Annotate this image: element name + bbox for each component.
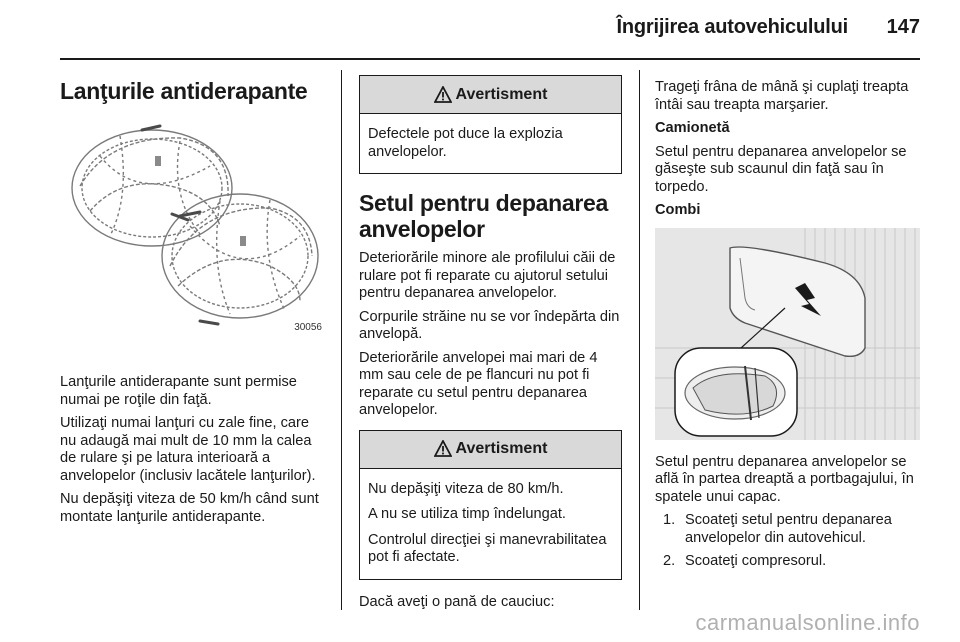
section-heading-tire-repair-kit: Setul pentru depanarea anvelopelor — [359, 190, 609, 242]
list-item — [655, 512, 920, 547]
warning-body — [360, 469, 621, 579]
paragraph: Corpurile străine nu se vor îndepărta din anvelopă. — [359, 308, 620, 342]
step-text: Scoateţi setul pentru depanarea anvelopelor din autovehicul. — [685, 512, 892, 546]
warning-body — [360, 114, 621, 173]
paragraph: Setul pentru depanarea anvelopelor se găseşte sub scaunul din faţă sau în torpedo. — [655, 143, 907, 195]
snow-chains-drawing — [60, 116, 326, 334]
warning-triangle-icon — [434, 440, 452, 458]
warning-text: Defectele pot duce la explozia anvelopelor. — [368, 126, 563, 160]
paragraph: Setul pentru depanarea anvelopelor se află în partea dreaptă a portbagajului, în spatele unui capac. — [655, 453, 914, 505]
column-1 — [60, 72, 326, 532]
warning-text: Controlul direcţiei şi manevrabilitatea pot fi afectate. — [368, 531, 607, 565]
paragraph: Utilizaţi numai lanţuri cu zale fine, care nu adaugă mai mult de 10 mm la calea de rulare şi pe latura interioară a anvelopelor (inclusiv lacătele lanţurilor). — [60, 415, 316, 484]
column-divider-2 — [639, 70, 640, 610]
page-header — [0, 0, 960, 62]
paragraph: Deteriorările anvelopei mai mari de 4 mm sau cele de pe flancuri nu pot fi reparate cu setul pentru depanarea anvelopelor. — [359, 349, 598, 418]
warning-header — [360, 76, 621, 114]
paragraph: Deteriorările minore ale profilului căii de rulare pot fi reparate cu ajutorul setului pentru depanarea anvelopelor. — [359, 250, 616, 301]
page-number: 147 — [886, 16, 920, 38]
column-3 — [655, 79, 920, 577]
steps-list — [655, 512, 920, 571]
step-number: 2. — [663, 553, 676, 569]
warning-header — [360, 431, 621, 469]
column-2 — [359, 75, 622, 617]
column-divider-1 — [341, 70, 342, 610]
paragraph: Trageţi frâna de mână şi cuplaţi treapta întâi sau treapta marşarier. — [655, 79, 909, 113]
warning-label: Avertisment — [455, 440, 548, 457]
header-rule — [60, 58, 920, 60]
paragraph: Dacă aveţi o pană de cauciuc: — [359, 593, 555, 610]
warning-box — [359, 75, 622, 174]
step-number: 1. — [663, 512, 676, 528]
trunk-compartment-drawing — [655, 228, 920, 440]
paragraph: Nu depăşiţi viteza de 50 km/h când sunt montate lanţurile antiderapante. — [60, 491, 319, 525]
step-text: Scoateţi compresorul. — [685, 553, 827, 569]
warning-triangle-icon — [434, 86, 452, 104]
list-item — [655, 553, 920, 571]
tire-repair-kit-illustration — [655, 228, 920, 440]
warning-label: Avertisment — [455, 85, 548, 103]
warning-text: A nu se utiliza timp îndelungat. — [368, 506, 566, 522]
warning-text: Nu depăşiţi viteza de 80 km/h. — [368, 480, 564, 497]
subheading-van: Camionetă — [655, 120, 730, 136]
paragraph: Lanţurile antiderapante sunt permise numai pe roţile din faţă. — [60, 374, 297, 408]
subheading-combi: Combi — [655, 202, 701, 218]
section-heading-snow-chains: Lanţurile antiderapante — [60, 78, 308, 104]
running-title: Îngrijirea autovehiculului — [616, 16, 848, 38]
snow-chains-illustration — [60, 116, 326, 334]
watermark: carmanualsonline.info — [695, 610, 920, 635]
figure-code: 30056 — [294, 322, 322, 333]
warning-box — [359, 430, 622, 580]
